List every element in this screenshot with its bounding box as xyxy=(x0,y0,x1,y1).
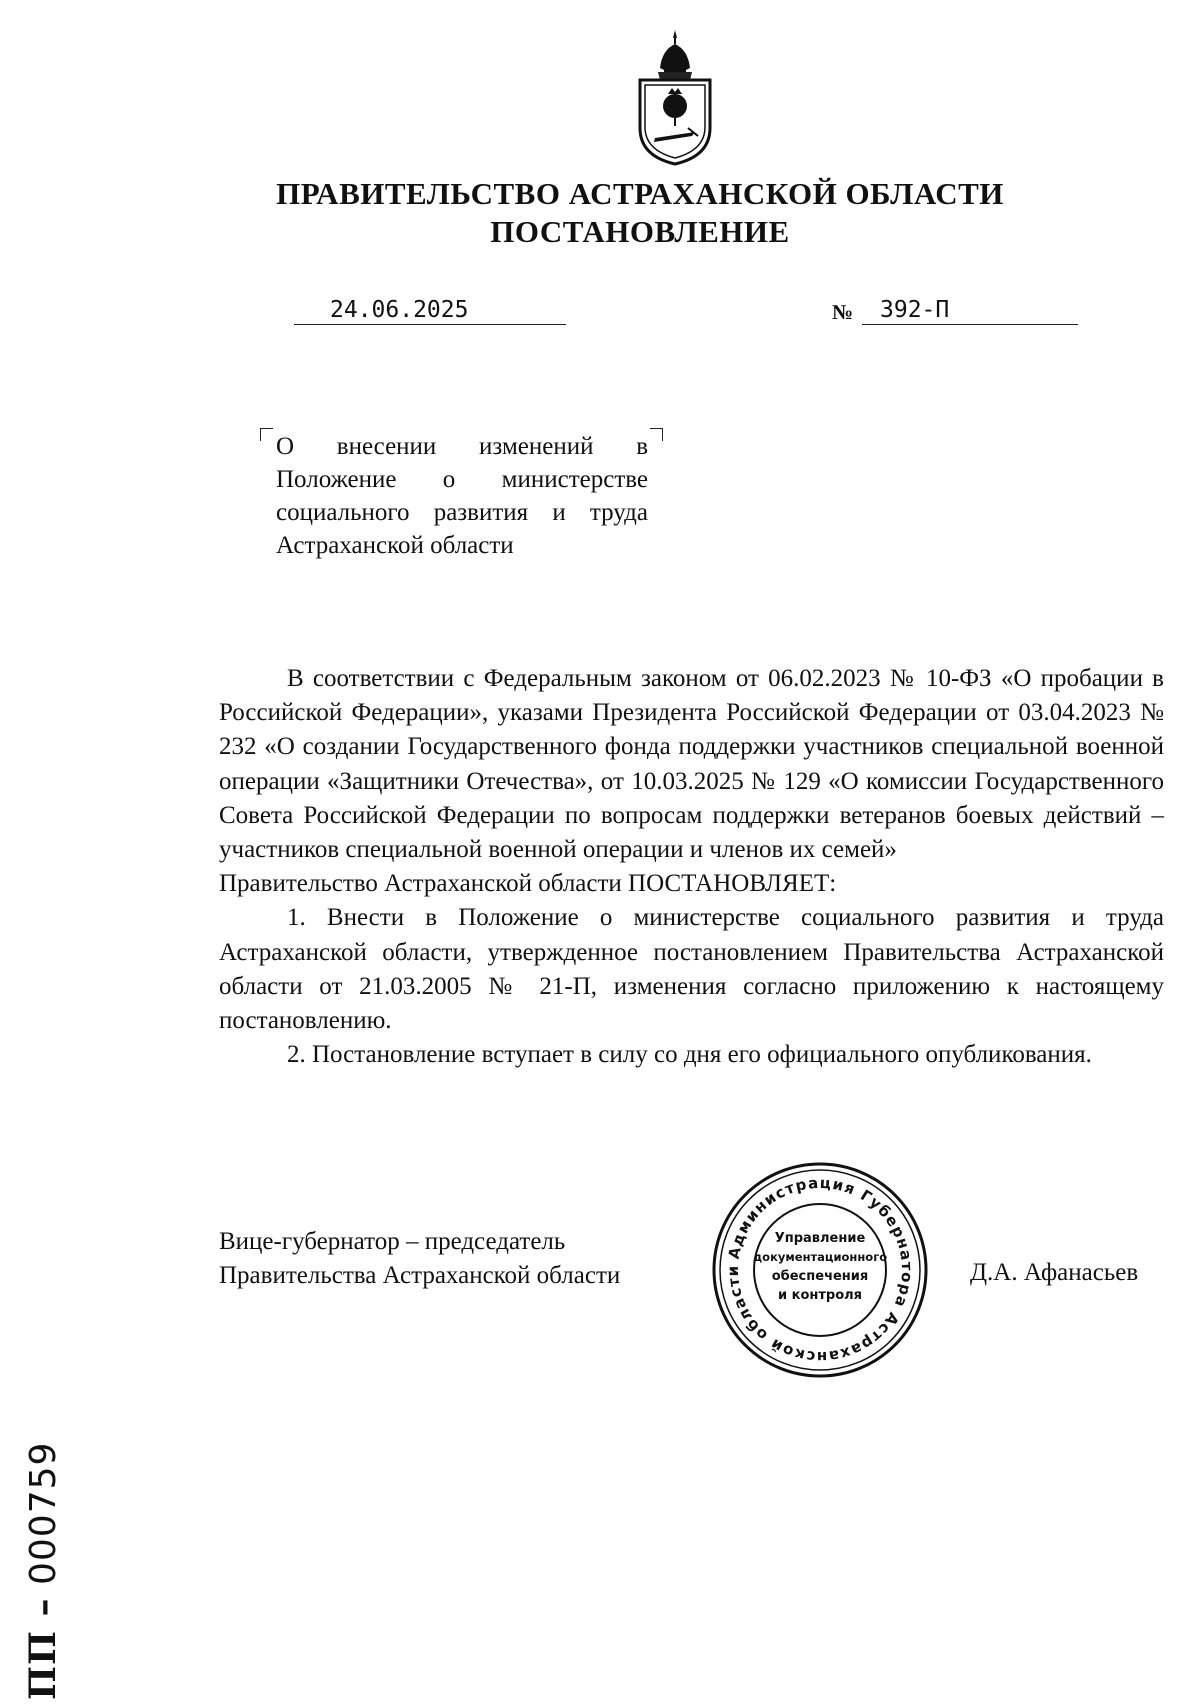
document-type-title: ПОСТАНОВЛЕНИЕ xyxy=(490,214,790,249)
signatory-title-line-2: Правительства Астраханской области xyxy=(219,1262,621,1289)
number-sign: № xyxy=(832,300,854,324)
seal-center-line-1: Управление xyxy=(774,1231,866,1246)
document-date: 24.06.2025 xyxy=(294,296,566,325)
signatory-title-line-1: Вице-губернатор – председатель xyxy=(219,1228,566,1255)
item-2-paragraph: 2. Постановление вступает в силу со дня его официального опубликования. xyxy=(287,1041,1092,1069)
document-subject: О внесении изменений в Положение о министерстве социального развития и труда Астраханской области xyxy=(276,433,648,559)
issuer-title: ПРАВИТЕЛЬСТВО АСТРАХАНСКОЙ ОБЛАСТИ xyxy=(276,176,1004,211)
document-number: 392-П xyxy=(862,296,1078,325)
subject-corner-right xyxy=(650,428,663,441)
subject-corner-left xyxy=(260,428,273,441)
seal-center-line-3: обеспечения xyxy=(771,1269,869,1284)
signatory-title xyxy=(219,1225,620,1293)
preamble-paragraph: В соответствии с Федеральным законом от 06.02.2023 № 10-ФЗ «О пробации в Российской Федерации», указами Президента Российской Федерации от 03.04.2023 № 232 «О создании Государственного фонда поддержки участников специальной военной операции «Защитники Отечества», от 10.03.2025 № 129 «О комиссии Государственного Совета Российской Федерации по вопросам поддержки ветеранов боевых действий – участников специальной военной операции и членов их семей» xyxy=(219,665,1164,864)
document-body xyxy=(219,662,1164,1072)
item-1-paragraph: 1. Внести в Положение о министерстве социального развития и труда Астраханской области, утвержденное постановлением Правительства Астраханской области от 21.03.2005 № 21-П, изменения согласно приложению к настоящему постановлению. xyxy=(219,904,1164,1035)
coat-of-arms-emblem xyxy=(630,28,720,168)
seal-ring-text: Администрация Губернатора Астраханской области xyxy=(723,1173,917,1367)
official-seal-stamp xyxy=(710,1160,930,1380)
registration-margin-code xyxy=(22,1442,64,1700)
margin-code-number: 000759 xyxy=(23,1441,64,1586)
signatory-name: Д.А. Афанасьев xyxy=(970,1259,1139,1286)
margin-code-prefix: ПП – xyxy=(22,1597,64,1700)
seal-center-line-2: документационного xyxy=(752,1250,888,1264)
seal-center-line-4: и контроля xyxy=(777,1288,863,1303)
resolves-paragraph: Правительство Астраханской области ПОСТАНОВЛЯЕТ: xyxy=(219,870,837,898)
